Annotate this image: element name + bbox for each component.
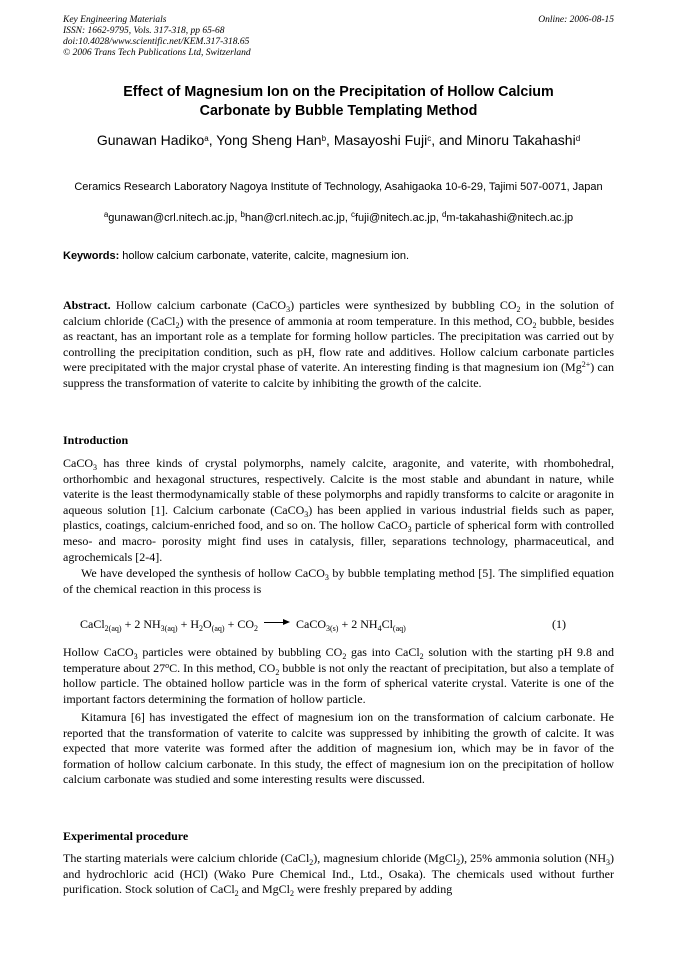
- author-2-sup: b: [321, 134, 327, 143]
- eq-subscript: 4: [377, 624, 382, 633]
- subscript: 3: [133, 652, 138, 661]
- email-2: han@crl.nitech.ac.jp,: [245, 212, 351, 224]
- subscript: 3: [606, 858, 611, 867]
- experimental-text: ), 25% ammonia solution (NH: [460, 851, 607, 865]
- subscript: 2: [175, 320, 180, 330]
- experimental-heading: Experimental procedure: [63, 829, 189, 843]
- keywords: [63, 249, 614, 263]
- subscript: 3: [407, 525, 412, 535]
- subscript: 2: [342, 652, 347, 661]
- eq-term: CaCO: [296, 617, 326, 631]
- introduction-heading: Introduction: [63, 433, 129, 447]
- eq-subscript: 3(aq): [160, 624, 178, 633]
- eq-term: + 2 NH: [121, 617, 161, 631]
- abstract-text: ) can suppress the transformation of vaterite to calcite by inhibiting the growth of the calcite.: [63, 360, 614, 390]
- journal-doi: doi:10.4028/www.scientific.net/KEM.317-318.65: [63, 37, 250, 47]
- intro-text: Hollow CaCO: [63, 645, 134, 659]
- subscript: 2: [456, 858, 461, 867]
- subscript: 2: [275, 667, 280, 677]
- abstract-text: in the solution of calcium chloride (CaCl: [63, 298, 614, 328]
- subscript: 2: [290, 889, 294, 899]
- eq-term: + H: [177, 617, 199, 631]
- subscript: 3: [93, 463, 97, 472]
- experimental-text: were freshly prepared by adding: [294, 882, 453, 897]
- experimental-paragraph: [63, 851, 614, 898]
- journal-issn: ISSN: 1662-9795, Vols. 317-318, pp 65-68: [63, 26, 225, 36]
- keywords-label: Keywords:: [63, 250, 120, 262]
- journal-header: [63, 15, 251, 59]
- email-4: m-takahashi@nitech.ac.jp: [446, 212, 574, 224]
- eq-term: + CO: [224, 617, 254, 631]
- experimental-text: ) and hydrochloric acid (HCl) (Wako Pure Chemical Ind., Ltd., Osaka). The chemicals used without further purification. Stock solution of CaCl: [63, 851, 615, 897]
- email-2-sup: b: [240, 210, 245, 219]
- abstract-text: ) with the presence of ammonia at room temperature. In this method, CO: [179, 313, 533, 328]
- subscript: 2: [532, 320, 537, 330]
- abstract-text: ) particles were synthesized by bubbling CO: [290, 298, 517, 312]
- email-3: fuji@nitech.ac.jp,: [354, 212, 442, 224]
- degree-superscript: o: [165, 660, 170, 670]
- author-4-sup: d: [575, 134, 581, 143]
- superscript: 2+: [581, 360, 591, 370]
- intro-text: particles were obtained by bubbling CO: [137, 645, 343, 659]
- experimental-text: ), magnesium chloride (MgCl: [313, 851, 457, 865]
- intro-text: bubble is not only the reactant of precipitation, but also a template of hollow particle. The obtained hollow particle was in the form of spherical vaterite crystal. Vaterite is one of the important factors determining the formation of hollow particle.: [63, 660, 614, 706]
- author-4: , and Minoru Takahashi: [431, 132, 576, 148]
- intro-text: by bubble templating method [5]. The simplified equation of the chemical reaction in this process is: [63, 566, 615, 596]
- eq-subscript: 2: [199, 624, 203, 633]
- author-list: [63, 131, 614, 150]
- intro-text: C. In this method, CO: [169, 660, 276, 675]
- author-3-sup: c: [427, 134, 432, 143]
- intro-text: CaCO: [63, 456, 93, 470]
- journal-copyright: © 2006 Trans Tech Publications Ltd, Switzerland: [63, 48, 251, 58]
- intro-text: ) has been applied in various industrial fields such as paper, plastics, coatings, calcium-enriched food, and so on. The hollow CaCO: [63, 502, 614, 533]
- journal-name: Key Engineering Materials: [63, 15, 167, 25]
- eq-term: O: [203, 617, 212, 631]
- experimental-text: The starting materials were calcium chloride (CaCl: [63, 851, 310, 865]
- subscript: 2: [419, 652, 424, 661]
- author-1-sup: a: [204, 134, 209, 143]
- title-line-1: Effect of Magnesium Ion on the Precipitation of Hollow Calcium: [123, 84, 554, 100]
- intro-paragraph-3: [63, 645, 614, 707]
- chemical-equation: [80, 617, 570, 632]
- email-3-sup: c: [350, 210, 355, 219]
- equation-number: (1): [552, 617, 566, 631]
- eq-subscript: 2: [254, 624, 258, 633]
- eq-term: CaCl: [80, 617, 105, 631]
- eq-term: + 2 NH: [338, 617, 378, 631]
- title-line-2: Carbonate by Bubble Templating Method: [199, 103, 478, 119]
- keywords-text: hollow calcium carbonate, vaterite, calcite, magnesium ion.: [119, 250, 410, 262]
- email-list: [63, 211, 614, 225]
- eq-subscript: 3(s): [326, 624, 339, 633]
- intro-paragraph-2: [63, 566, 614, 597]
- abstract: [63, 298, 614, 392]
- paper-title: [63, 83, 614, 121]
- eq-subscript: (aq): [392, 624, 406, 633]
- online-date: Online: 2006-08-15: [538, 15, 614, 25]
- eq-subscript: 2(aq): [104, 624, 122, 633]
- email-1-sup: a: [103, 210, 109, 219]
- affiliation: Ceramics Research Laboratory Nagoya Institute of Technology, Asahigaoka 10-6-29, Tajimi 507-0071, Japan: [74, 181, 603, 193]
- subscript: 2: [516, 305, 521, 314]
- author-3: , Masayoshi Fuji: [326, 132, 428, 148]
- subscript: 3: [324, 573, 329, 582]
- subscript: 2: [234, 889, 239, 899]
- eq-subscript: (aq): [211, 624, 225, 633]
- intro-text: has three kinds of crystal polymorphs, namely calcite, aragonite, and vaterite, with rhombohedral, orthorhombic and hexagonal structures, respectively. Calcite is the most stable and abundant in nature, while vaterite is the least thermodynamically stable of these polymorphs and rapidly transforms to calcite or aragonite in aqueous solution [1]. Calcium carbonate (CaCO: [63, 456, 614, 517]
- intro-text: gas into CaCl: [346, 645, 420, 659]
- abstract-text: Hollow calcium carbonate (CaCO: [110, 298, 287, 312]
- email-4-sup: d: [441, 210, 447, 219]
- eq-term: Cl: [381, 617, 393, 631]
- author-2: , Yong Sheng Han: [208, 132, 322, 148]
- experimental-text: and MgCl: [238, 882, 290, 897]
- intro-paragraph-4: Kitamura [6] has investigated the effect of magnesium ion on the transformation of calcium carbonate. He reported that the transformation of vaterite to calcite was suppressed by inhibiting the growth of calcite. It was expected that more vaterite was formed after the addition of magnesium ion, which may be in favor of the formation of hollow calcium carbonate. In this study, the effect of magnesium ion on the precipitation of hollow calcium carbonate was studied and some interesting results were discussed.: [63, 710, 614, 787]
- subscript: 3: [286, 305, 291, 314]
- subscript: 2: [309, 858, 314, 867]
- email-1: gunawan@crl.nitech.ac.jp,: [108, 212, 241, 224]
- abstract-text: bubble, besides as reactant, has an important role as a template for forming hollow particles. The precipitation was carried out by controlling the precipitation condition, such as pH, flow rate and additives. Hollow calcium carbonate particles were precipitated with the major crystal phase of vaterite. An interesting finding is that magnesium ion (Mg: [63, 313, 614, 375]
- reaction-arrow-icon: [264, 619, 290, 627]
- intro-text: solution with the starting pH 9.8 and temperature about 27: [63, 645, 614, 675]
- intro-paragraph-1: [63, 456, 614, 565]
- author-1: Gunawan Hadiko: [96, 132, 205, 148]
- intro-text: We have developed the synthesis of hollow CaCO: [81, 566, 325, 580]
- abstract-label: Abstract.: [63, 298, 111, 312]
- subscript: 3: [304, 509, 309, 519]
- intro-text: particle of spherical form with controlled meso- and macro- porosity might find uses in catalysis, filler, separations technology, pharmaceutical, and agrochemicals [2-4].: [63, 518, 614, 564]
